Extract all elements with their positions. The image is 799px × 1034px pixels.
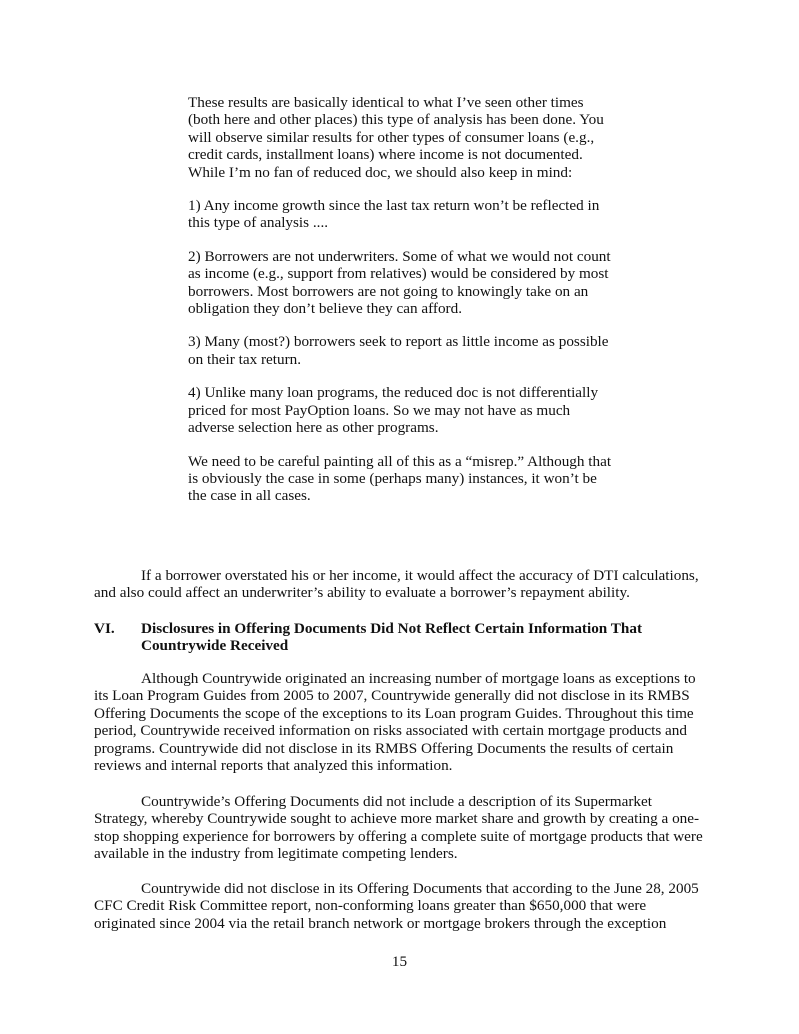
section-number: VI.: [94, 620, 115, 637]
page-number: 15: [391, 953, 408, 970]
quote-paragraph-point-1: 1) Any income growth since the last tax return won’t be reflected in this type of analysis ....: [188, 197, 600, 232]
quote-paragraph-closing: We need to be careful painting all of this as a “misrep.” Although that is obviously the case in some (perhaps many) instances, it won’t be the case in all cases.: [188, 452, 612, 505]
section-title: Disclosures in Offering Documents Did Not Reflect Certain Information That Countrywide Received: [141, 620, 643, 655]
exceptions-paragraph: Although Countrywide originated an increasing number of mortgage loans as exceptions to its Loan Program Guides from 2005 to 2007, Countrywide generally did not disclose in its RMBS Offering Documents the scope of the exceptions to its Loan program Guides. Throughout this time period, Countrywide received information on risks associated with certain mortgage products and programs. Countrywide did not disclose in its RMBS Offering Documents the results of certain reviews and internal reports that analyzed this information.: [94, 670, 696, 775]
dti-paragraph: If a borrower overstated his or her income, it would affect the accuracy of DTI calculations, and also could affect an underwriter’s ability to evaluate a borrower’s repayment ability.: [94, 567, 699, 602]
exceptions-paragraph-block: [94, 670, 706, 774]
quote-paragraph-point-4: 4) Unlike many loan programs, the reduced doc is not differentially priced for most PayOption loans. So we may not have as much adverse selection here as other programs.: [188, 384, 599, 437]
supermarket-paragraph-block: [94, 793, 706, 863]
june-report-paragraph: Countrywide did not disclose in its Offering Documents that according to the June 28, 2005 CFC Credit Risk Committee report, non-conforming loans greater than $650,000 that were originated since 2004 via the retail branch network or mortgage brokers through the exception: [94, 880, 699, 932]
quote-paragraph-intro: These results are basically identical to what I’ve seen other times (both here and other places) this type of analysis has been done. You will observe similar results for other types of consumer loans (e.g., credit cards, installment loans) where income is not documented. While I’m no fan of reduced doc, we should also keep in mind:: [188, 94, 604, 181]
june-report-paragraph-block: [94, 880, 706, 932]
dti-paragraph-block: [94, 567, 706, 602]
quote-paragraph-point-3: 3) Many (most?) borrowers seek to report as little income as possible on their tax return.: [188, 333, 609, 368]
email-quote-block: [188, 94, 613, 521]
quote-paragraph-point-2: 2) Borrowers are not underwriters. Some of what we would not count as income (e.g., support from relatives) would be considered by most borrowers. Most borrowers are not going to knowingly take on an obligation they don’t believe they can afford.: [188, 247, 611, 318]
section-heading: [94, 620, 706, 655]
supermarket-paragraph: Countrywide’s Offering Documents did not include a description of its Supermarket Strategy, whereby Countrywide sought to achieve more market share and growth by creating a one-stop shopping experience for borrowers by offering a complete suite of mortgage products that were available in the industry from legitimate competing lenders.: [94, 793, 703, 863]
